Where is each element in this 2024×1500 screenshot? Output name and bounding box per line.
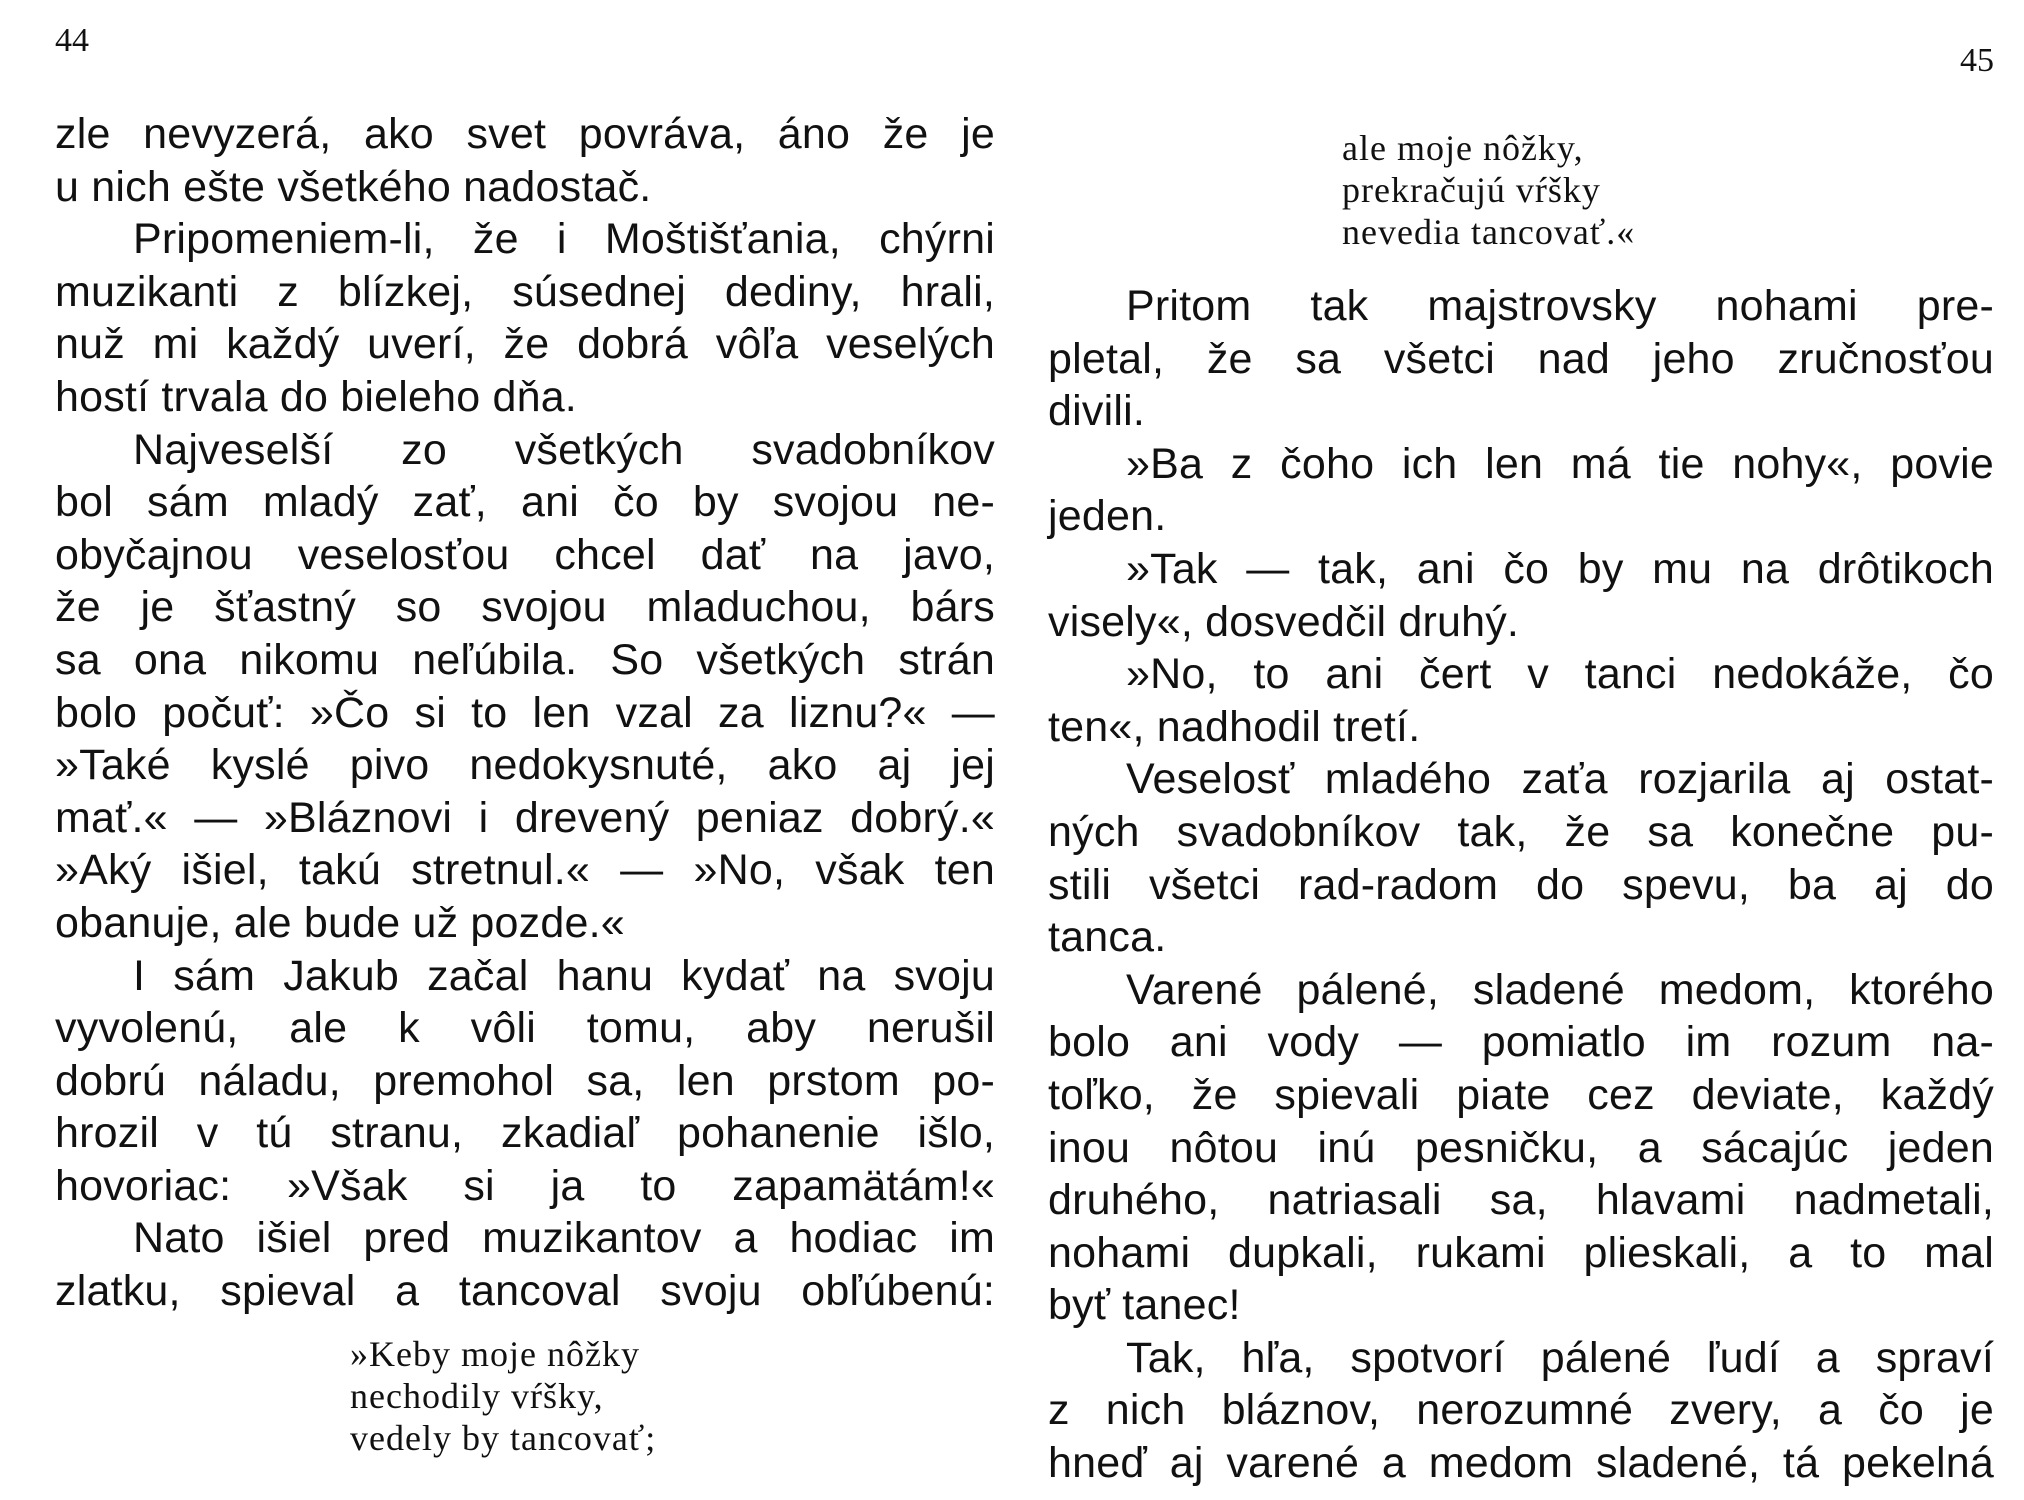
text-line: vyvolenú, ale k vôli tomu, aby nerušil: [55, 1004, 995, 1053]
text-line: »No, to ani čert v tanci nedokáže, čo: [1126, 650, 1994, 699]
text-line: inou nôtou inú pesničku, a sácajúc jeden: [1048, 1123, 1994, 1172]
verse-line: ale moje nôžky,: [1342, 128, 1584, 168]
text-line: Varené pálené, sladené medom, ktorého: [1126, 965, 1994, 1014]
text-line: »Tak — tak, ani čo by mu na drôtikoch: [1126, 544, 1994, 593]
text-line: »Také kyslé pivo nedokysnuté, ako aj jej: [55, 741, 995, 790]
text-line: bolo ani vody — pomiatlo im rozum na-: [1048, 1018, 1994, 1067]
right-page: [1012, 0, 2024, 1500]
text-line: hneď aj varené a medom sladené, tá pekelná: [1048, 1439, 1994, 1488]
text-line: zle nevyzerá, ako svet povráva, áno že je: [55, 110, 995, 158]
text-line: dobrú náladu, premohol sa, len prstom po-: [55, 1056, 995, 1105]
text-line: »Aký išiel, takú stretnul.« — »No, však ten: [55, 846, 995, 895]
text-line: mať.« — »Bláznovi i drevený peniaz dobrý.«: [55, 793, 995, 842]
text-line: ten«, nadhodil tretí.: [1048, 702, 1421, 751]
text-line: jeden.: [1048, 492, 1167, 541]
text-line: stili všetci rad-radom do spevu, ba aj do: [1048, 860, 1994, 909]
text-line: druhého, natriasali sa, hlavami nadmetali,: [1048, 1176, 1994, 1225]
left-page-text: [55, 108, 995, 1318]
text-line: toľko, že spievali piate cez deviate, každý: [1048, 1070, 1994, 1119]
text-line: obanuje, ale bude už pozde.«: [55, 898, 625, 947]
text-line: Tak, hľa, spotvorí pálené ľudí a spraví: [1126, 1333, 1994, 1382]
text-line: Nato išiel pred muzikantov a hodiac im: [133, 1214, 995, 1263]
text-line: bol sám mladý zať, ani čo by svojou ne-: [55, 478, 995, 527]
text-line: zlatku, spieval a tancoval svoju obľúbenú:: [55, 1267, 995, 1316]
text-line: Najveselší zo všetkých svadobníkov: [133, 425, 995, 474]
text-line: z nich bláznov, nerozumné zvery, a čo je: [1048, 1386, 1994, 1435]
page-number-right: 45: [1960, 42, 1994, 79]
verse-line: »Keby moje nôžky: [350, 1334, 640, 1374]
text-line: ných svadobníkov tak, že sa konečne pu-: [1048, 807, 1994, 856]
text-line: nohami dupkali, rukami plieskali, a to mal: [1048, 1228, 1994, 1277]
text-line: bolo počuť: »Čo si to len vzal za liznu?« —: [55, 688, 995, 737]
verse-line: vedely by tancovať;: [350, 1418, 657, 1458]
verse-line: nechodily vŕšky,: [350, 1376, 604, 1416]
right-page-text: [1048, 280, 1994, 1490]
page-number-left: 44: [55, 22, 89, 59]
text-line: visely«, dosvedčil druhý.: [1048, 597, 1520, 646]
text-line: Pripomeniem-li, že i Moštišťania, chýrni: [133, 215, 995, 264]
text-line: byť tanec!: [1048, 1281, 1241, 1330]
text-line: sa ona nikomu neľúbila. So všetkých strán: [55, 635, 995, 684]
text-line: že je šťastný so svojou mladuchou, bárs: [55, 583, 995, 632]
verse-line: nevedia tancovať.«: [1342, 212, 1636, 252]
text-line: hrozil v tú stranu, zkadiaľ pohanenie išlo,: [55, 1109, 995, 1158]
text-line: u nich ešte všetkého nadostač.: [55, 162, 652, 211]
left-page-verse: [350, 1333, 770, 1459]
text-line: divili.: [1048, 387, 1145, 436]
text-line: pletal, že sa všetci nad jeho zručnosťou: [1048, 334, 1994, 383]
text-line: tanca.: [1048, 913, 1167, 962]
text-line: obyčajnou veselosťou chcel dať na javo,: [55, 530, 995, 579]
text-line: muzikanti z blízkej, súsednej dediny, hrali,: [55, 267, 995, 316]
text-line: Veselosť mladého zaťa rozjarila aj ostat-: [1126, 755, 1994, 804]
text-line: hovoriac: »Však si ja to zapamätám!«: [55, 1161, 995, 1210]
verse-line: prekračujú vŕšky: [1342, 170, 1601, 210]
text-line: Pritom tak majstrovsky nohami pre-: [1126, 282, 1994, 330]
text-line: »Ba z čoho ich len má tie nohy«, povie: [1126, 439, 1994, 488]
text-line: hostí trvala do bieleho dňa.: [55, 372, 577, 421]
text-line: I sám Jakub začal hanu kydať na svoju: [133, 951, 995, 1000]
right-page-verse: [1342, 127, 1762, 253]
text-line: nuž mi každý uverí, že dobrá vôľa veselých: [55, 320, 995, 369]
